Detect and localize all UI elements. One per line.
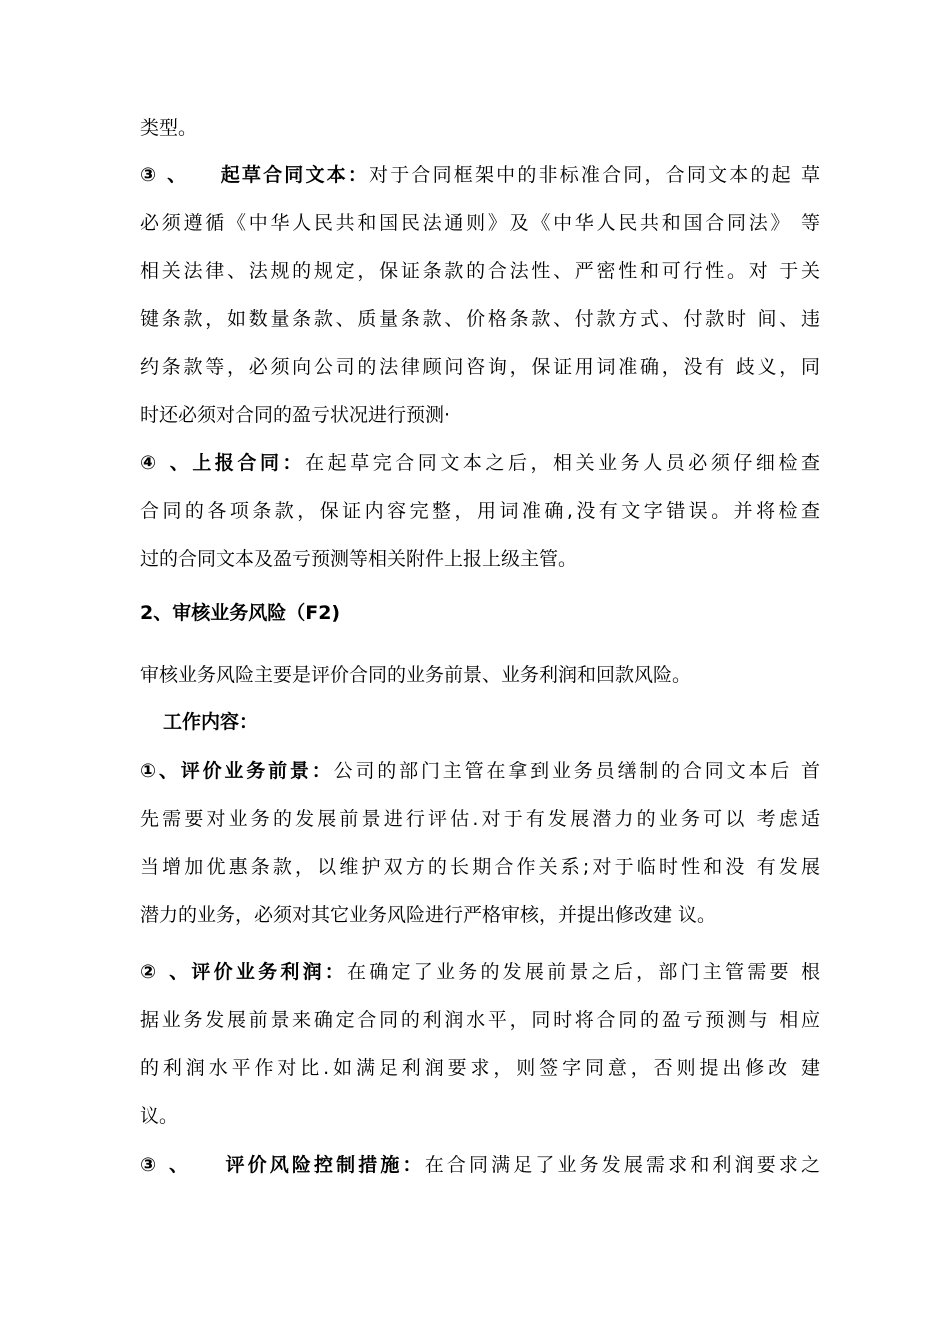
text-line: 时还必须对合同的盈亏状况进行预测· [140,404,451,426]
text-span: 在起草完合同文本之后，相关业务人员必须仔细检查 [305,452,820,474]
item3-first-line [140,1153,820,1177]
text-span: 公司的部门主管在拿到业务员缮制的合同文本后 首 [333,760,820,782]
text-span: 对于合同框架中的非标准合同，合同文本的起 草 [369,164,820,186]
step3-heading: 起草合同文本： [218,164,370,186]
text-span: 在确定了业务的发展前景之后，部门主管需要 根 [347,961,820,983]
text-line: 合同的各项条款，保证内容完整，用词准确,没有文字错误。并将检查 [140,500,820,522]
text-line: 键条款，如数量条款、质量条款、价格条款、付款方式、付款时 间、违 [140,308,820,330]
item2-marker: ② 、 [140,961,192,983]
item2-heading: 评价业务利润： [191,961,348,983]
text-line: 议。 [140,1105,179,1127]
text-line: 当增加优惠条款，以维护双方的长期合作关系;对于临时性和没 有发展 [140,856,820,878]
text-line: 潜力的业务，必须对其它业务风险进行严格审核，并提出修改建 议。 [140,904,717,926]
text-line: 的利润水平作对比.如满足利润要求，则签字同意，否则提出修改 建 [140,1057,820,1079]
text-line: 必须遵循《中华人民共和国民法通则》及《中华人民共和国合同法》 等 [140,212,820,234]
section-intro: 审核业务风险主要是评价合同的业务前景、业务利润和回款风险。 [140,664,692,686]
work-content-label: 工作内容： [163,711,259,733]
text-line: 相关法律、法规的规定，保证条款的合法性、严密性和可行性。对 于关 [140,260,820,282]
step4-first-line [140,451,820,475]
step3-first-line [140,163,820,187]
item3-heading: 评价风险控制措施： [222,1154,425,1176]
step4-marker: ④ 、 [140,452,193,474]
item1-heading: ①、评价业务前景： [140,760,334,782]
text-span: 在合同满足了业务发展需求和利润要求之 [424,1154,820,1176]
section-heading: 2、审核业务风险（F2) [140,602,341,624]
step4-heading: 上报合同： [192,452,306,474]
step3-marker: ③ 、 [140,164,189,186]
item2-first-line [140,960,820,984]
text-line: 类型。 [140,117,198,139]
text-line: 约条款等，必须向公司的法律顾问咨询，保证用词准确，没有 歧义，同 [140,356,820,378]
text-line: 过的合同文本及盈亏预测等相关附件上报上级主管。 [140,548,578,570]
text-line: 据业务发展前景来确定合同的利润水平，同时将合同的盈亏预测与 相应 [140,1009,820,1031]
item1-first-line [140,759,820,783]
item3-marker: ③ 、 [140,1154,192,1176]
text-line: 先需要对业务的发展前景进行评估.对于有发展潜力的业务可以 考虑适 [140,808,820,830]
